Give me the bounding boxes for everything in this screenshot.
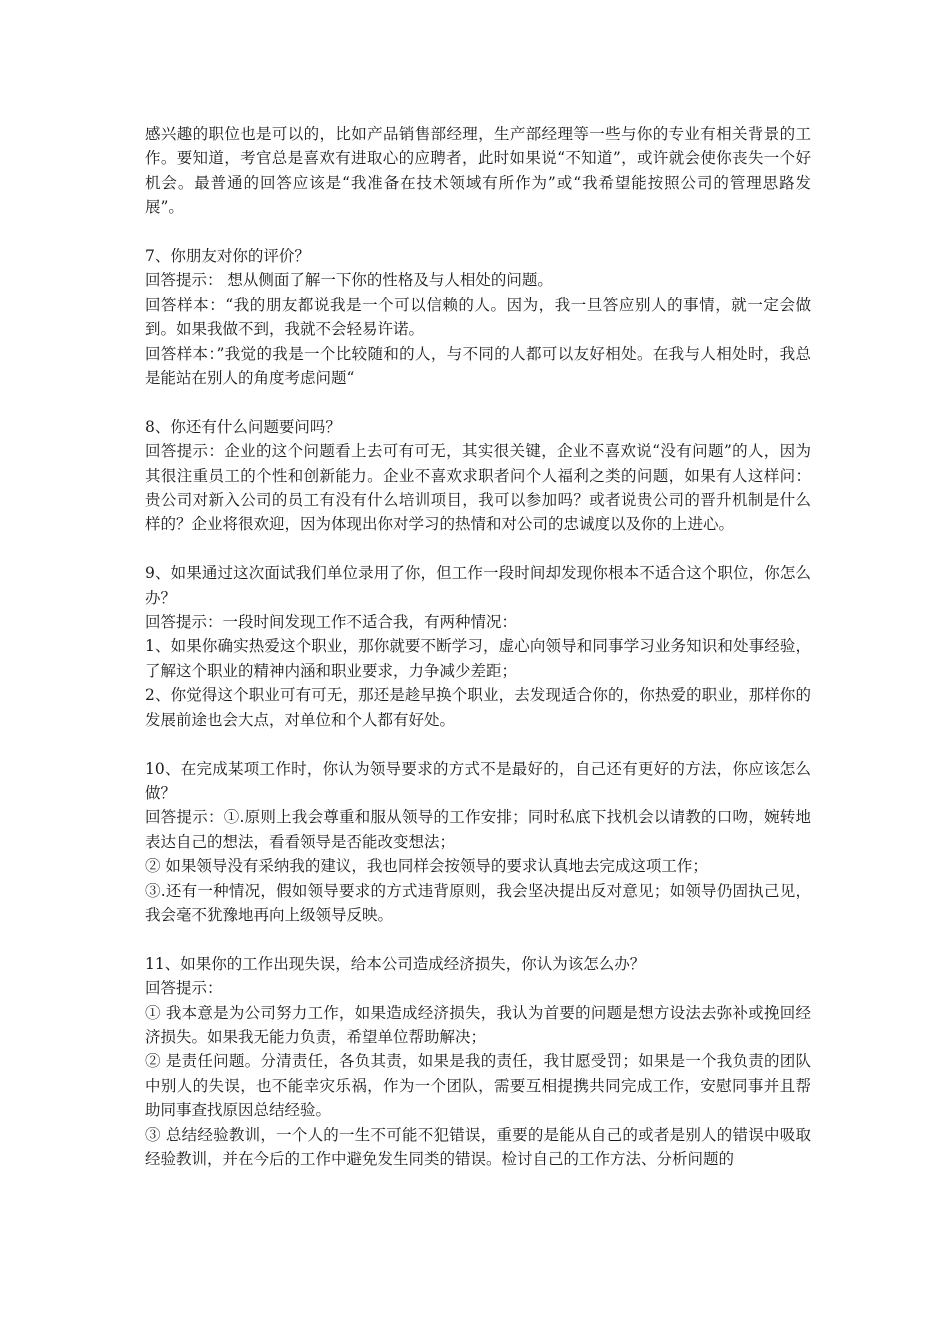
intro-paragraph: 感兴趣的职位也是可以的，比如产品销售部经理，生产部经理等一些与你的专业有相关背景的工作。要知道，考官总是喜欢有进取心的应聘者，此时如果说“不知道”，或许就会使你丧失一个好机会。最普通的回答应该是“我准备在技术领域有所作为”或“我希望能按照公司的管理思路发展”。 — [145, 125, 811, 217]
q7-hint: 回答提示： 想从侧面了解一下你的性格及与人相处的问题。 — [145, 271, 553, 290]
paragraph-gap — [145, 220, 811, 244]
paragraph-gap — [145, 732, 811, 756]
q11-title: 11、如果你的工作出现失误，给本公司造成经济损失，你认为该怎么办？ — [145, 954, 646, 973]
q9-title: 9、如果通过这次面试我们单位录用了你，但工作一段时间却发现你根本不适合这个职位，你怎么办？ — [145, 564, 811, 607]
q9-hint: 回答提示：一段时间发现工作不适合我，有两种情况： — [145, 613, 518, 632]
q11-point-1: ① 我本意是为公司努力工作，如果造成经济损失，我认为首要的问题是想方设法去弥补或挽回经济损失。如果我无能力负责，希望单位帮助解决； — [145, 1003, 811, 1046]
q11-point-3: ③ 总结经验教训，一个人的一生不可能不犯错误，重要的是能从自己的或者是别人的错误中吸取经验教训，并在今后的工作中避免发生同类的错误。检讨自己的工作方法、分析问题的 — [145, 1125, 811, 1168]
q10-point-3: ③.还有一种情况，假如领导要求的方式违背原则，我会坚决提出反对意见；如领导仍固执己见，我会毫不犹豫地再向上级领导反映。 — [145, 881, 811, 924]
q8-hint: 回答提示：企业的这个问题看上去可有可无，其实很关键，企业不喜欢说“没有问题”的人，因为其很注重员工的个性和创新能力。企业不喜欢求职者问个人福利之类的问题，如果有人这样问：贵公司对新入公司的员工有没有什么培训项目，我可以参加吗？或者说贵公司的晋升机制是什么样的？企业将很欢迎，因为体现出你对学习的热情和对公司的忠诚度以及你的上进心。 — [145, 442, 811, 534]
q9-point-1: 1、如果你确实热爱这个职业，那你就要不断学习，虚心向领导和同事学习业务知识和处事经验，了解这个职业的精神内涵和职业要求，力争减少差距； — [145, 637, 811, 680]
q7-sample-1: 回答样本：“我的朋友都说我是一个可以信赖的人。因为，我一旦答应别人的事情，就一定会做到。如果我做不到，我就不会轻易许诺。 — [145, 295, 811, 339]
q10-point-2: ② 如果领导没有采纳我的建议，我也同样会按领导的要求认真地去完成这项工作； — [145, 857, 708, 876]
paragraph-gap — [145, 537, 811, 561]
q11-hint: 回答提示： — [145, 979, 223, 998]
q7-sample-2: 回答样本：”我觉的我是一个比较随和的人，与不同的人都可以友好相处。在我与人相处时，我总是能站在别人的角度考虑问题“ — [145, 344, 811, 388]
paragraph-gap — [145, 927, 811, 951]
q10-title: 10、在完成某项工作时，你认为领导要求的方式不是最好的，自己还有更好的方法，你应该怎么做？ — [145, 759, 811, 802]
q8-title: 8、你还有什么问题要问吗？ — [145, 417, 341, 436]
paragraph-gap — [145, 390, 811, 414]
q9-point-2: 2、你觉得这个职业可有可无，那还是趁早换个职业，去发现适合你的，你热爱的职业，那样你的发展前途也会大点，对单位和个人都有好处。 — [145, 686, 811, 729]
q11-point-2: ② 是责任问题。分清责任，各负其责，如果是我的责任，我甘愿受罚；如果是一个我负责的团队中别人的失误，也不能幸灾乐祸，作为一个团队，需要互相提携共同完成工作，安慰同事并且帮助同事查找原因总结经验。 — [145, 1052, 811, 1120]
q7-title: 7、你朋友对你的评价？ — [145, 247, 310, 266]
document-body — [145, 122, 811, 1171]
q10-hint: 回答提示：①.原则上我会尊重和服从领导的工作安排；同时私底下找机会以请教的口吻，婉转地表达自己的想法，看看领导是否能改变想法； — [145, 808, 811, 851]
